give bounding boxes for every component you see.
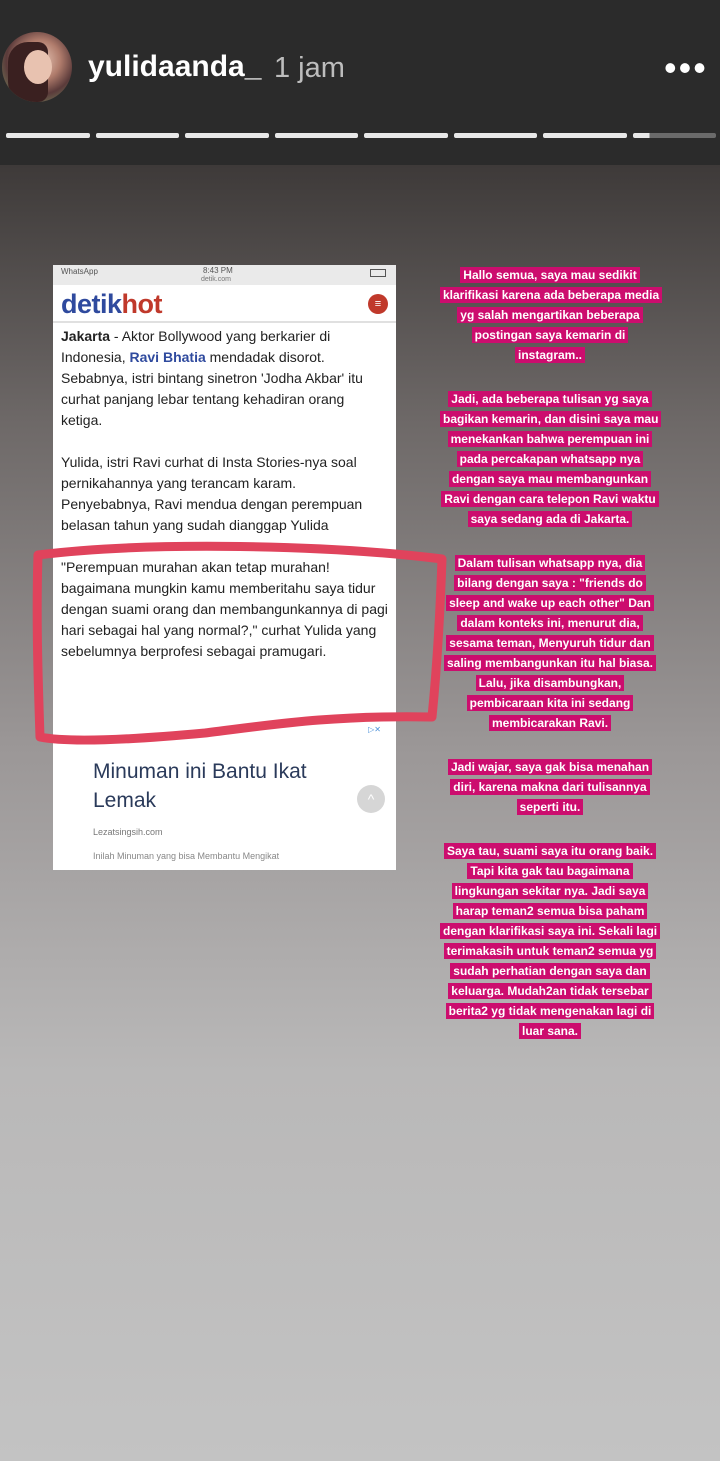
progress-segment [454,133,538,138]
progress-segment [6,133,90,138]
progress-segment [96,133,180,138]
avatar-face [24,50,52,84]
ad-description: Inilah Minuman yang bisa Membantu Mengikat [93,851,280,861]
avatar[interactable] [2,32,72,102]
phone-status-bar [53,265,396,285]
caption-column [440,265,660,1065]
ad-title: Minuman ini Bantu Ikat Lemak [93,760,307,812]
status-url: detik.com [201,276,231,283]
username[interactable]: yulidaanda_ [88,50,262,83]
progress-segment [185,133,269,138]
ad-card [83,725,393,870]
caption-block: Jadi wajar, saya gak bisa menahan diri, karena makna dari tulisannya seperti itu. [440,757,660,817]
site-logo: detikhot [61,289,163,319]
post-time: 1 jam [274,52,345,84]
progress-segment [275,133,359,138]
progress-segment [364,133,448,138]
progress-segment-current [633,133,717,138]
caption-block: Jadi, ada beberapa tulisan yg saya bagikan kemarin, dan disini saya mau menekankan bahwa perempuan ini pada percakapan whatsapp nya dengan saya mau membangunkan Ravi dengan cara telepon Ravi waktu saya sedang ada di Jakarta. [440,389,660,529]
article-body [53,323,396,662]
article-quote: "Perempuan murahan akan tetap murahan! bagaimana mungkin kamu memberitahu saya tidur dengan suami orang dan membangunkannya di pagi hari sebagai hal yang normal?," curhat Yulida yang sebelumnya berprofesi sebagai pramugari. [61,559,388,659]
ad-choices-icon: ▷✕ [368,725,381,734]
progress-segment [543,133,627,138]
menu-icon: ≡ [368,294,388,314]
more-options-icon[interactable]: ••• [664,47,708,88]
article-screenshot [53,265,396,870]
status-app: WhatsApp [61,267,98,276]
caption-block: Dalam tulisan whatsapp nya, dia bilang dengan saya : "friends do sleep and wake up each other" Dan dalam konteks ini, menurut dia, sesama teman, Menyuruh tidur dan saling membangunkan itu hal biasa. Lalu, jika disambungkan, pembicaraan kita ini sedang membicarakan Ravi. [440,553,660,733]
chevron-up-icon: ^ [357,785,385,813]
battery-icon [370,269,386,277]
story-header [0,0,720,165]
article-paragraph-1: Jakarta - Aktor Bollywood yang berkarier di Indonesia, Ravi Bhatia mendadak disorot. Sebabnya, istri bintang sinetron 'Jodha Akbar' itu curhat panjang lebar tentang kehadiran orang ketiga. [61,328,363,428]
status-time: 8:43 PM [203,266,233,275]
site-header [53,285,396,323]
caption-block: Saya tau, suami saya itu orang baik. Tapi kita gak tau bagaimana lingkungan sekitar nya. Jadi saya harap teman2 semua bisa paham dengan klarifikasi saya ini. Sekali lagi terimakasih untuk teman2 semua yg sudah perhatian dengan saya dan keluarga. Mudah2an tidak tersebar berita2 yg tidak mengenakan lagi di luar sana. [440,841,660,1041]
ad-source: Lezatsingsih.com [93,827,163,837]
story-content[interactable] [0,165,720,1461]
story-progress-bar [6,133,716,139]
caption-block: Hallo semua, saya mau sedikit klarifikasi karena ada beberapa media yg salah mengartikan beberapa postingan saya kemarin di instagram.. [440,265,660,365]
article-paragraph-2: Yulida, istri Ravi curhat di Insta Stories-nya soal pernikahannya yang terancam karam. Penyebabnya, Ravi mendua dengan perempuan belasan tahun yang sudah dianggap Yulida [61,454,363,533]
